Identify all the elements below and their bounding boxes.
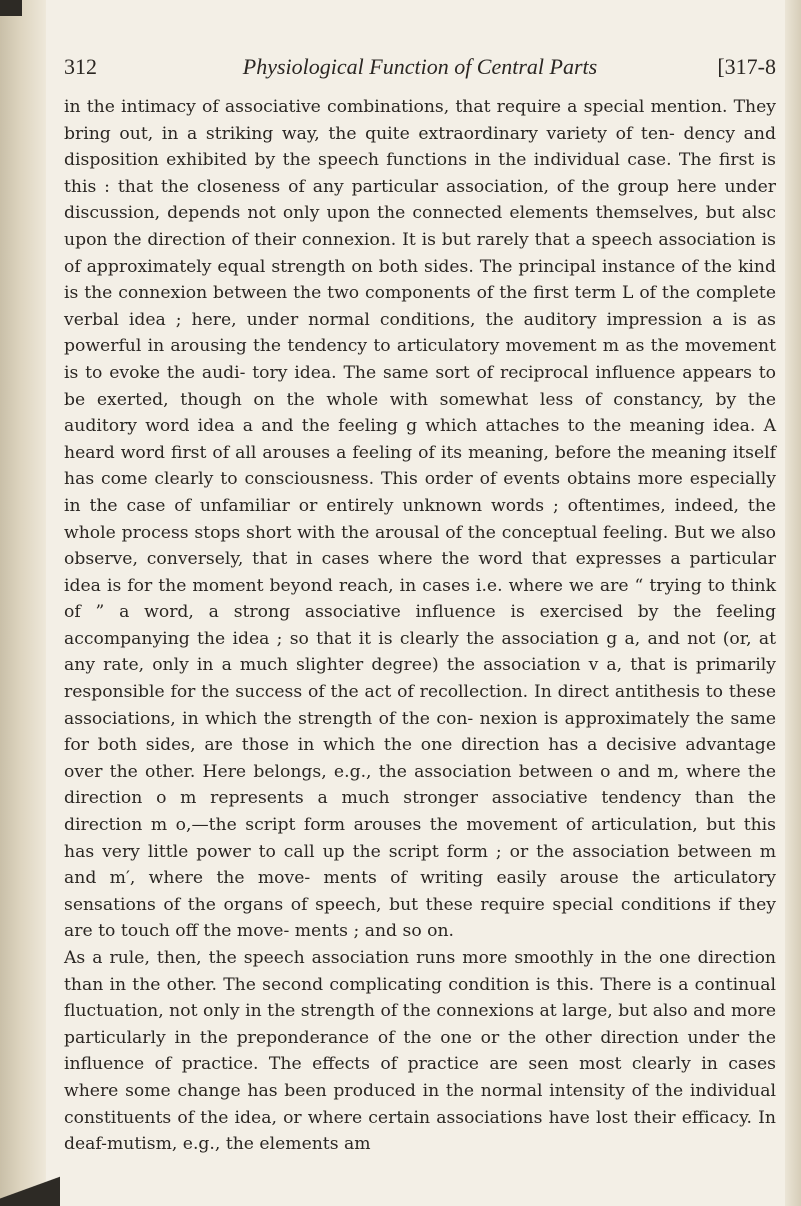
running-title: Physiological Function of Central Parts (242, 54, 598, 79)
page-header (64, 54, 776, 88)
paragraph: As a rule, then, the speech association runs more smoothly in the one direction than in the other. The second complicating condition is this. There is a continual fluctuation, not only in the strength of the connexions at large, but also and more particularly in the preponderance of the one or the other direction under the influence of practice. The effects of practice are seen most clearly in cases where some change has been produced in the normal intensity of the individual constituents of the idea, or where certain associations have lost their efficacy. In deaf-mutism, e.g., the elements am (64, 948, 776, 1155)
body-text (64, 94, 776, 1158)
section-reference: [317-8 (717, 54, 776, 79)
paragraph: in the intimacy of associative combinations, that require a special mention. They bring out, in a striking way, the quite extraordinary variety of ten- dency and disposition exhibited by the speech functions in the individual case. The first is this : that the closeness of any particular association, of the group here under discussion, depends not only upon the connected elements themselves, but alsc upon the direction of their connexion. It is but rarely that a speech association is of approximately equal strength on both sides. The principal instance of the kind is the connexion between the two components of the first term L of the complete verbal idea ; here, under normal conditions, the auditory impression a is as powerful in arousing the tendency to articulatory movement m as the movement is to evoke the audi- tory idea. The same sort of reciprocal influence appears to be exerted, though on the whole with somewhat less of constancy, by the auditory word idea a and the feeling g which attaches to the meaning idea. A heard word first of all arouses a feeling of its meaning, before the meaning itself has come clearly to consciousness. This order of events obtains more especially in the case of unfamiliar or entirely unknown words ; oftentimes, indeed, the whole process stops short with the arousal of the conceptual feeling. But we also observe, conversely, that in cases where the word that expresses a particular idea is for the moment beyond reach, in cases i.e. where we are “ trying to think of ” a word, a strong associative influence is exercised by the feeling accompanying the idea ; so that it is clearly the association g a, and not (or, at any rate, only in a much slighter degree) the association v a, that is primarily responsible for the success of the act of recollection. In direct antithesis to these associations, in which the strength of the con- nexion is approximately the same for both sides, are those in which the one direction has a decisive advantage over the other. Here belongs, e.g., the association between o and m, where the direction o m represents a much stronger associative tendency than the direction m o,—the script form arouses the movement of articulation, but this has very little power to call up the script form ; or the association between m and m′, where the move- ments of writing easily arouse the articulatory sensations of the organs of speech, but these require special conditions if they are to touch off the move- ments ; and so on. (64, 97, 776, 942)
page-binding-edge (0, 0, 46, 1206)
page-outer-edge (785, 0, 801, 1206)
scan-corner-top (0, 0, 22, 16)
page-number: 312 (64, 54, 97, 79)
book-page (64, 54, 776, 1158)
scan-corner-bottom (0, 1162, 60, 1206)
